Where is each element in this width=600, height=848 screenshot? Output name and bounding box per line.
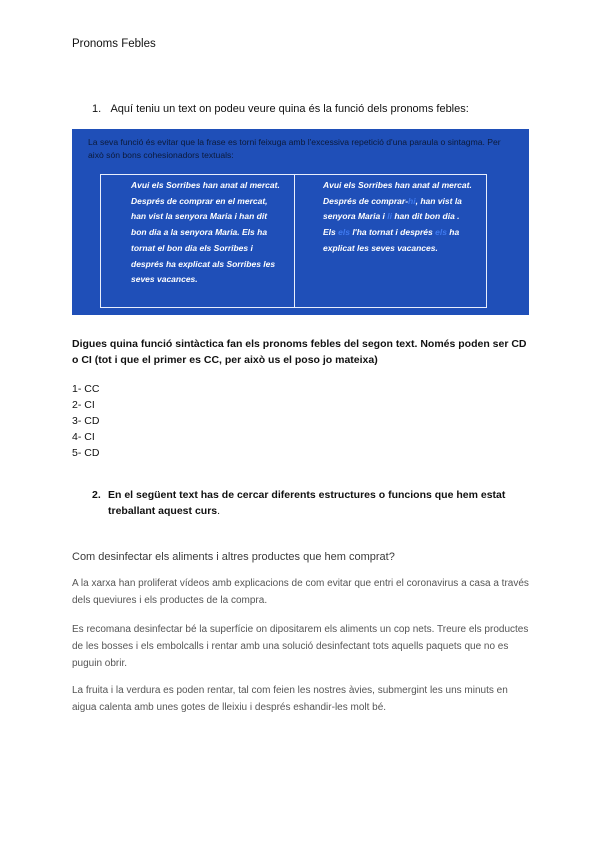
answer-item: 1- CC <box>72 383 100 395</box>
answer-item: 5- CD <box>72 447 100 459</box>
answer-item: 4- CI <box>72 431 95 443</box>
article-paragraph: A la xarxa han proliferat vídeos amb explicacions de com evitar que entri el coronavirus a casa a través dels queviures i els productes de la compra. <box>72 578 529 606</box>
question-2-text-wrap <box>92 487 522 519</box>
answer-item: 3- CD <box>72 415 100 427</box>
question-1-number: 1. <box>92 103 102 115</box>
pronoun-text-part: l'ha tornat i després <box>349 227 436 238</box>
pronoun-text <box>323 178 474 257</box>
exercise-instructions: Digues quina funció sintàctica fan els pronoms febles del segon text. Només poden ser CD o CI (tot i que el primer es CC, per això us el poso jo mateixa) <box>72 338 527 366</box>
pronoun-text-part: Avui els Sorribes han anat al mercat. Després de comprar- <box>323 180 472 206</box>
pronoun-blank-4: els <box>435 227 447 238</box>
panel-intro: La seva funció és evitar que la frase es torni feixuga amb l'excessiva repetició d'una paraula o sintagma. Per això són bons cohesionadors textuals: <box>88 137 501 160</box>
question-2-number: 2. <box>92 489 101 501</box>
question-1-text: Aquí teniu un text on podeu veure quina és la funció dels pronoms febles: <box>110 103 469 115</box>
original-text: Avui els Sorribes han anat al mercat. Després de comprar en el mercat, han vist la senyora Maria i han dit bon dia a la senyora Maria. Els ha tornat el bon dia els Sorribes i després ha explicat als Sorribes les seves vacances. <box>131 180 280 285</box>
answer-item: 2- CI <box>72 399 95 411</box>
article-title: Com desinfectar els aliments i altres productes que hem comprat? <box>72 551 395 563</box>
original-text-cell <box>101 175 294 307</box>
comparison-table <box>100 174 487 308</box>
question-1 <box>92 103 469 115</box>
pronoun-blank-3: els <box>338 227 350 238</box>
article-paragraph: Es recomana desinfectar bé la superfície on dipositarem els aliments un cop nets. Treure els productes de les bosses i els embolcalls i rentar amb una solució desinfectant tots aquells paquets que no es puguin obrir. <box>72 624 529 669</box>
pronoun-text-cell <box>294 175 486 307</box>
pronoun-text-part: , han vist la senyora Maria i <box>323 195 462 222</box>
question-2-end: . <box>217 505 221 517</box>
pronoun-blank-1: hi <box>408 195 416 206</box>
pronoun-blank-2: li <box>387 211 392 222</box>
answer-list <box>72 381 99 461</box>
question-2-text: En el següent text has de cercar diferents estructures o funcions que hem estat treballant aquest curs <box>108 489 506 517</box>
question-2 <box>92 487 522 519</box>
article-paragraph: La fruita i la verdura es poden rentar, tal com feien les nostres àvies, submergint les uns minuts en aigua calenta amb unes gotes de lleixiu i després eshandir-les molt bé. <box>72 685 508 713</box>
pronoun-text-part: han dit bon dia . Els <box>323 211 460 238</box>
pronoun-text-part: ha explicat les seves vacances. <box>323 227 460 253</box>
document-header: Pronoms Febles <box>72 38 156 50</box>
